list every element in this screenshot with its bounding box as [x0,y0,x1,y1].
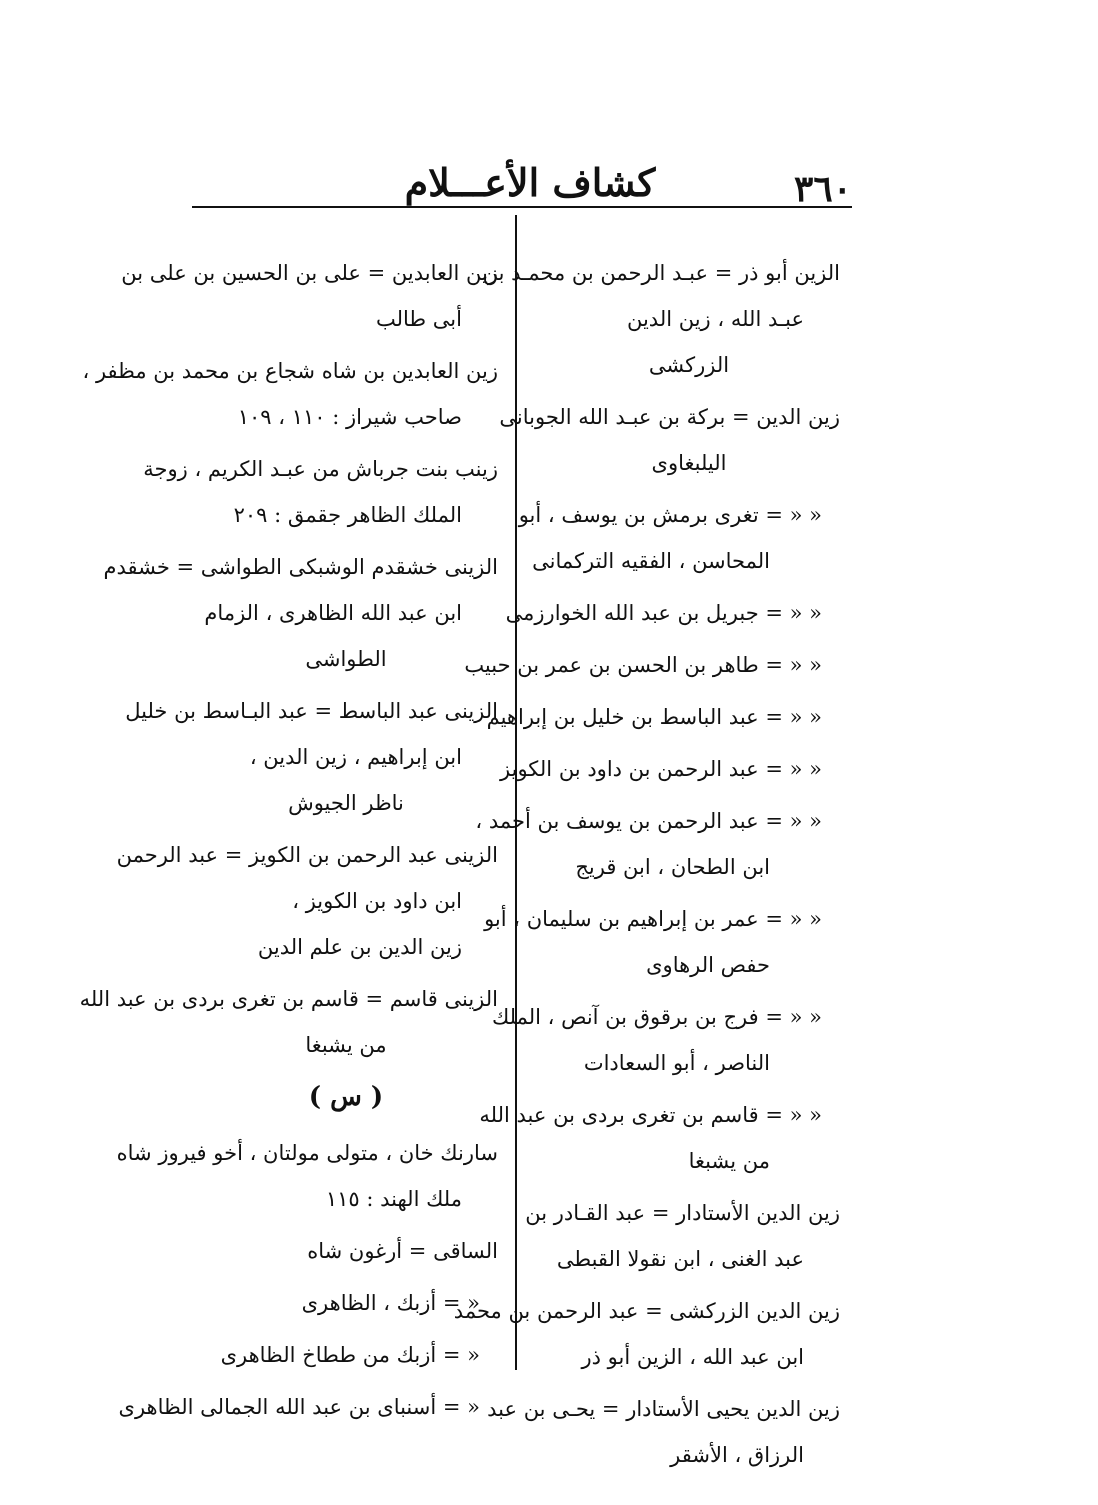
entry-line: زين الدين الأستادار = عبد القـادر بن [525,1201,840,1225]
index-entry [487,1386,840,1478]
entry-line: من يشبغا [305,1033,387,1057]
entry-line: زين العابدين بن شاه شجاع بن محمد بن مظفر ، [82,359,498,383]
entry-line: ابن داود بن الكويز ، [292,889,462,913]
entry-line: ناظر الجيوش [288,791,404,815]
entry-line: زين الدين = بركة بن عبـد الله الجوبانى [499,405,840,429]
entry-line: الناصر ، أبو السعادات [583,1051,770,1075]
entry-line: الزينى خشقدم الوشبكى الطواشى = خشقدم [103,555,498,579]
running-title: كشاف الأعـــلام [404,160,656,205]
entry-line: زين الدين يحيى الأستادار = يحـى بن عبد [487,1397,840,1421]
entry-line: أبى طالب [376,307,462,331]
entry-line: الساقى = أرغون شاه [307,1239,498,1263]
entry-line: زين الدين الزركشى = عبد الرحمن بن محمد [453,1299,840,1323]
index-entry [121,250,498,342]
index-entry [499,394,840,486]
entry-line: ابن الطحان ، ابن قريج [575,855,770,879]
index-entry [194,1228,498,1274]
entry-line: « « = فرج بن برقوق بن آنص ، الملك [491,1005,822,1029]
page-number: ٣٦٠ [793,168,852,210]
header-rule [192,206,852,208]
index-entry [475,798,840,890]
index-entry [491,994,840,1086]
entry-line: « « = قاسم بن تغرى بردى بن عبد الله [479,1103,822,1127]
index-entry [484,896,840,988]
entry-line: « « = عمر بن إبراهيم بن سليمان ، أبو [484,907,822,931]
index-entry [464,642,840,688]
right-column [453,250,840,1484]
entry-line: « « = تغرى برمش بن يوسف ، أبو [518,503,822,527]
entry-line: ملك الهند : ١١٥ [325,1187,462,1211]
entry-line: الزركشى [648,353,730,377]
entry-line: الزينى عبد الرحمن بن الكويز = عبد الرحمن [116,843,498,867]
entry-line: اليلبغاوى [651,451,727,475]
entry-line: الطواشى [305,647,387,671]
index-entry [116,1130,498,1222]
entry-line: المحاسن ، الفقيه التركمانى [532,549,770,573]
index-entry [82,348,498,440]
entry-line: الرزاق ، الأشقر [670,1443,804,1467]
index-entry [453,1288,840,1380]
entry-line: « = أزبك ، الظاهرى [301,1291,480,1315]
index-entry [500,746,840,792]
entry-line: من يشبغا [688,1149,770,1173]
entry-line: الملك الظاهر جقمق : ٢٠٩ [233,503,462,527]
column-divider [515,215,517,1370]
entry-line: الزينى عبد الباسط = عبد البـاسط بن خليل [125,699,498,723]
entry-line: سارنك خان ، متولى مولتان ، أخو فيروز شاه [116,1141,498,1165]
left-column [79,250,498,1436]
index-entry [194,1332,498,1378]
entry-line: حفص الرهاوى [646,953,770,977]
index-entry [479,1092,840,1184]
section-letter: ( س ) [308,1082,384,1112]
index-entry [482,250,840,388]
entry-line: زين العابدين = على بن الحسين بن على بن [121,261,498,285]
index-entry [116,832,498,970]
entry-line: الزين أبو ذر = عبـد الرحمن بن محمـد بن [482,261,840,285]
entry-line: « « = عبد الرحمن بن داود بن الكويز [500,757,822,781]
entry-line: « « = جبريل بن عبد الله الخوارزمى [505,601,822,625]
entry-line: « « = طاهر بن الحسن بن عمر بن حبيب [464,653,822,677]
index-entry [518,492,840,584]
index-entry [194,1280,498,1326]
index-entry [505,590,840,636]
entry-line: « = أسنباى بن عبد الله الجمالى الظاهرى [118,1395,480,1419]
index-entry [525,1190,840,1282]
entry-line: « = أزبك من ططاخ الظاهرى [220,1343,480,1367]
index-entry [486,694,840,740]
entry-line: ابن إبراهيم ، زين الدين ، [249,745,462,769]
index-entry [118,1384,498,1430]
entry-line: ابن عبد الله الظاهرى ، الزمام [204,601,462,625]
entry-line: زينب بنت جرباش من عبـد الكريم ، زوجة [143,457,498,481]
entry-line: الزينى قاسم = قاسم بن تغرى بردى بن عبد الله [79,987,498,1011]
entry-line: « « = عبد الرحمن بن يوسف بن أحمد ، [475,809,822,833]
entry-line: صاحب شيراز : ١١٠ ، ١٠٩ [237,405,462,429]
entry-line: زين الدين بن علم الدين [257,935,462,959]
index-entry [79,976,498,1068]
index-entry [103,544,498,682]
index-entry [125,688,498,826]
entry-line: عبـد الله ، زين الدين [626,307,804,331]
index-entry [143,446,498,538]
entry-line: « « = عبد الباسط بن خليل بن إبراهيم [486,705,822,729]
entry-line: ابن عبد الله ، الزين أبو ذر [581,1345,804,1369]
entry-line: عبد الغنى ، ابن نقولا القبطى [556,1247,804,1271]
